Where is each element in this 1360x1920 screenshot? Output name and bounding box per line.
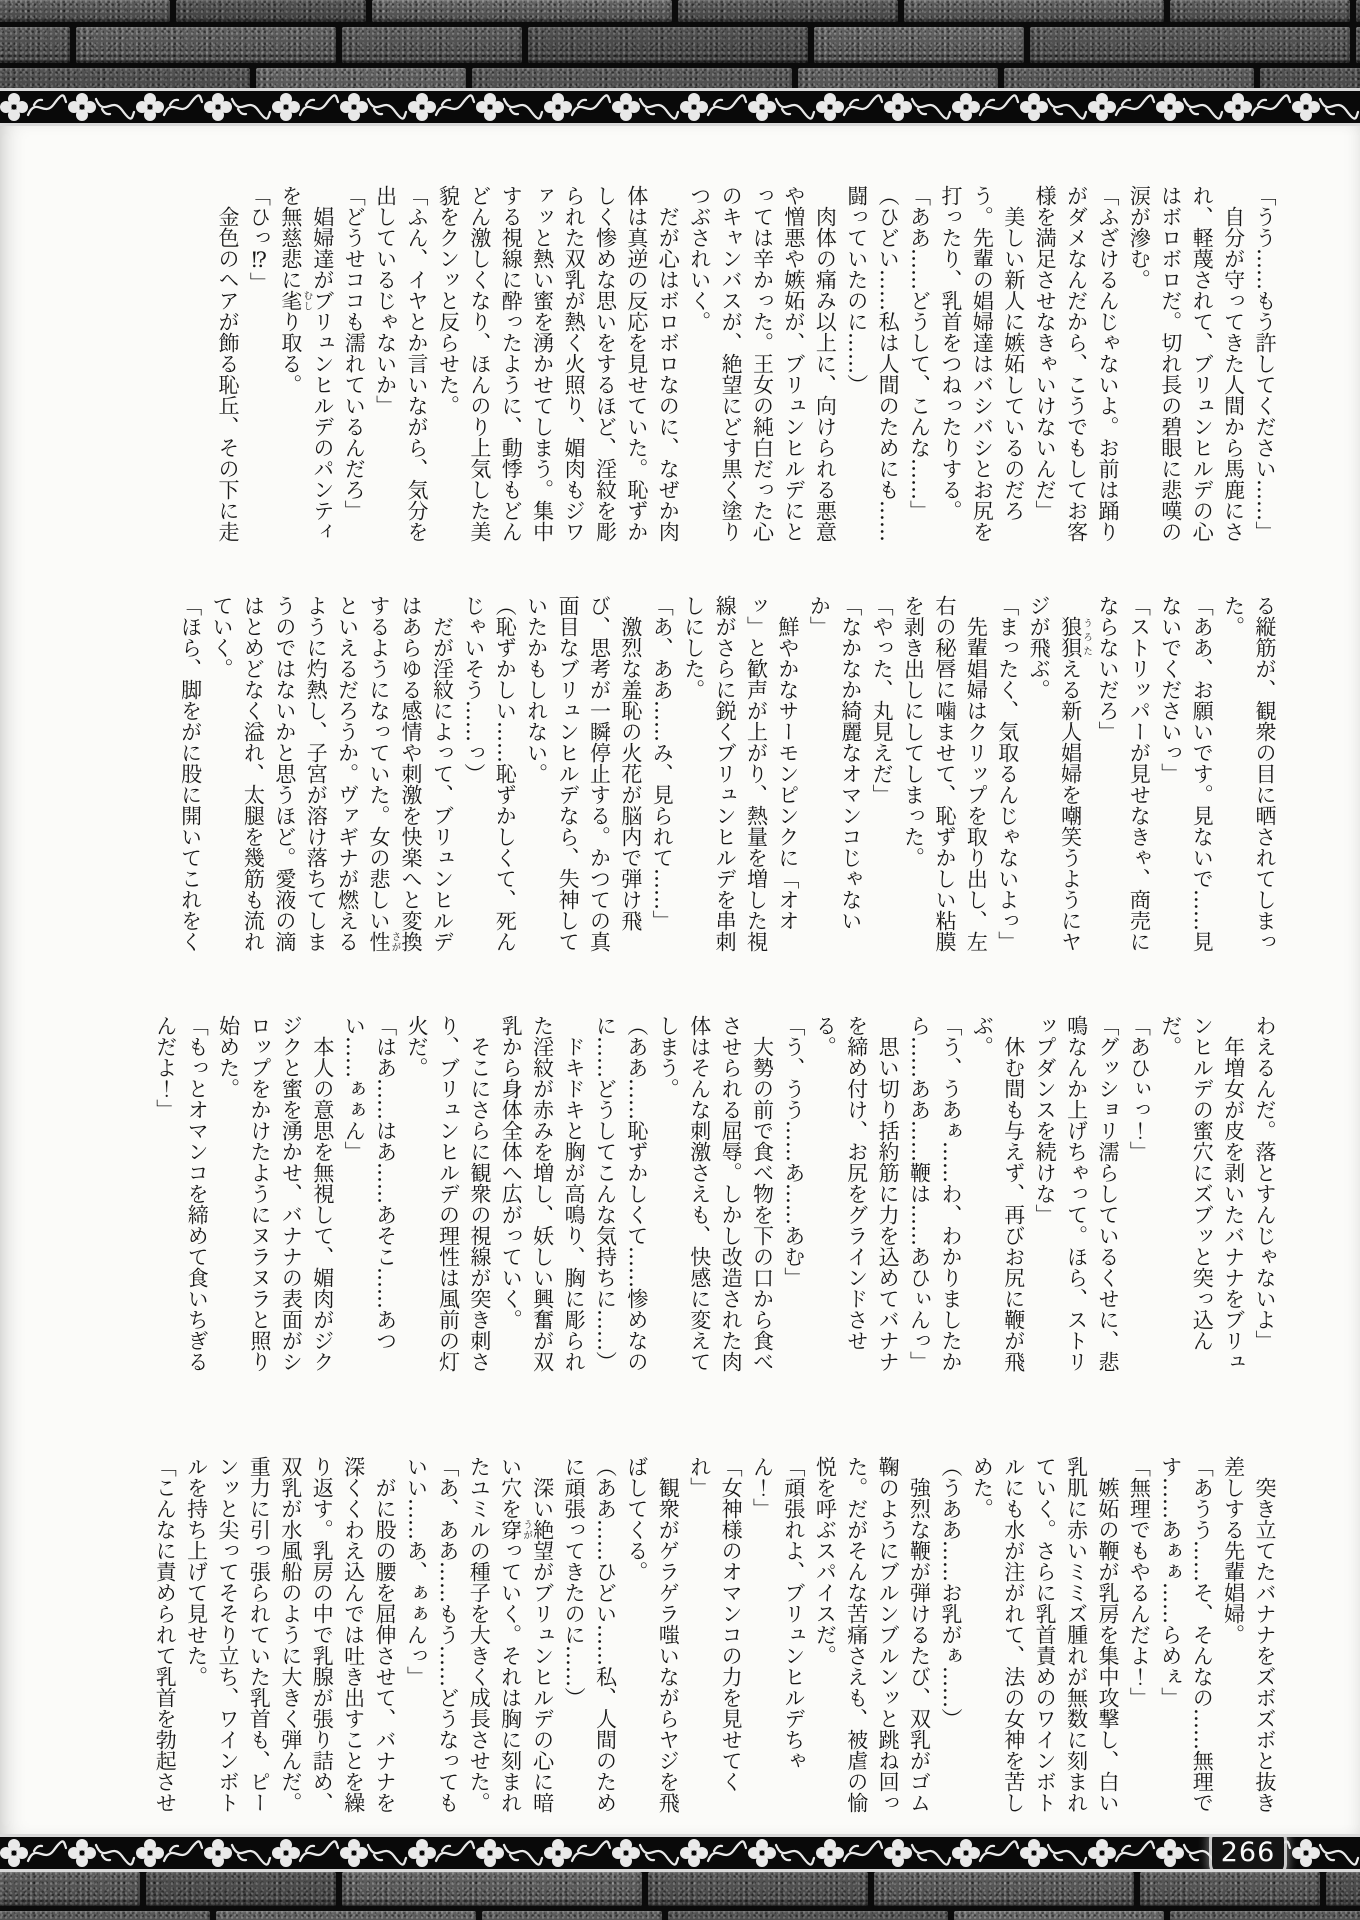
vine-scroll-icon: [1320, 99, 1358, 119]
quatrefoil-flower-icon: [136, 1839, 164, 1867]
ornament-segment: [1020, 92, 1088, 122]
brick: [0, 1911, 210, 1920]
quatrefoil-flower-icon: [884, 1839, 912, 1867]
quatrefoil-flower-icon: [1292, 1839, 1320, 1867]
brick: [1356, 0, 1360, 22]
ornament-segment: [680, 1838, 748, 1868]
brick: [648, 1872, 868, 1906]
brick: [678, 0, 898, 22]
quatrefoil-flower-icon: [544, 1839, 572, 1867]
vine-scroll-icon: [708, 95, 746, 115]
quatrefoil-flower-icon: [1292, 93, 1320, 121]
ornament-segment: [952, 92, 1020, 122]
quatrefoil-flower-icon: [68, 93, 96, 121]
ornament-segment: [1292, 1838, 1360, 1868]
paragraph: 狼狽うろたえる新人娼婦を嘲笑うようにヤジが飛ぶ。: [1027, 595, 1093, 952]
paragraph: そこにさらに観衆の視線が突き刺さり、ブリュンヒルデの理性は風前の灯火だ。: [405, 1015, 492, 1372]
paragraph: （ああ……恥ずかしくて……惨めなのに……どうしてこんな気持ちに……）: [593, 1015, 649, 1372]
page-number-tab: [1212, 1834, 1284, 1872]
brick: [256, 68, 466, 88]
paragraph: 「あ、ああ……もう……どうなってもいい……あ、ぁぁんっ」: [404, 1456, 460, 1813]
vine-scroll-icon: [776, 1845, 814, 1865]
ornament-border-bottom: [0, 1834, 1360, 1872]
brick: [76, 27, 336, 63]
brick: [472, 68, 792, 88]
paragraph: 「うう……もう許してください……」: [1253, 185, 1277, 542]
paragraph: 休む間も与えず、再びお尻に鞭が飛ぶ。: [970, 1015, 1026, 1372]
paragraph: 「もっとオマンコを締めて食いちぎるんだよ！」: [153, 1015, 210, 1372]
ornament-segment: [816, 1838, 884, 1868]
ornament-segment: [816, 92, 884, 122]
ornament-segment: [612, 92, 680, 122]
paragraph: ドキドキと胸が高鳴り、胸に彫られた淫紋が赤みを増し、妖しい興奮が双乳から身体全体へ広がっていく。: [499, 1015, 587, 1372]
paragraph: 「ほら、脚をがに股に開いてこれをく: [178, 595, 203, 952]
vine-scroll-icon: [844, 1841, 882, 1861]
quatrefoil-flower-icon: [272, 1839, 300, 1867]
furigana-ruby: 毟むし: [278, 290, 313, 311]
brick-row: [0, 27, 1360, 63]
ornament-segment: [0, 92, 68, 122]
ornament-segment: [748, 1838, 816, 1868]
paragraph: 「グッショリ濡らしているくせに、悲鳴なんか上げちゃって。ほら、ストリップダンスを続けな」: [1033, 1015, 1120, 1372]
quatrefoil-flower-icon: [1156, 1839, 1184, 1867]
paragraph: 鮮やかなサーモンピンクに「オオッ」と歓声が上がり、熱量を増した視線がさらに鋭くブリュンヒルデを串刺しにした。: [681, 595, 800, 952]
vine-scroll-icon: [1048, 99, 1086, 119]
vine-scroll-icon: [504, 1845, 542, 1865]
brick: [1326, 1872, 1360, 1906]
quatrefoil-flower-icon: [1088, 93, 1116, 121]
brick: [954, 1911, 1164, 1920]
vine-scroll-icon: [96, 99, 134, 119]
ornament-segment: [884, 1838, 952, 1868]
page-number: 266: [1220, 1836, 1276, 1868]
vine-scroll-icon: [368, 1845, 406, 1865]
paragraph: （ひどい……私は人間のためにも……闘っていたのに……）: [844, 185, 901, 542]
quatrefoil-flower-icon: [1156, 93, 1184, 121]
paragraph: 「ストリッパーが見せなきゃ、商売にならないだろ」: [1095, 595, 1152, 952]
brick: [668, 1911, 948, 1920]
paragraph: 年増女が皮を剥いたバナナをブリュンヒルデの蜜穴にズブッと突っ込んだ。: [1158, 1015, 1246, 1372]
paragraph: 激烈な羞恥の火花が脳内で弾け飛び、思考が一瞬停止する。かつての真面目なブリュンヒルデなら、失神していたかもしれない。: [524, 595, 643, 952]
ornament-border-top: [0, 88, 1360, 126]
paragraph: 「ああ……どうして、こんな……」: [907, 185, 932, 521]
quatrefoil-flower-icon: [272, 93, 300, 121]
quatrefoil-flower-icon: [612, 1839, 640, 1867]
vine-scroll-icon: [436, 95, 474, 115]
ornament-segment: [68, 92, 136, 122]
quatrefoil-flower-icon: [680, 93, 708, 121]
paragraph: 「ふざけるんじゃないよ。お前は踊りがダメなんだから、こうでもしてお客様を満足させなきゃいけないんだ」: [1033, 185, 1120, 542]
brick: [1140, 1872, 1320, 1906]
ornament-segment: [272, 1838, 340, 1868]
paragraph: 深い絶望がブリュンヒルデの心に暗い穴を穿うがっていく。それは胸に刻まれたユミルの種子を大きく成長させた。: [467, 1456, 555, 1813]
ornament-segment: [680, 92, 748, 122]
paragraph: 「あ、ああ……み、見られて……」: [650, 595, 675, 931]
vine-scroll-icon: [572, 1841, 610, 1861]
ornament-segment: [136, 1838, 204, 1868]
brick-row: [0, 1911, 1360, 1920]
ornament-segment: [408, 92, 476, 122]
paragraph: 金色のヘアが飾る恥丘、その下に走: [216, 185, 240, 542]
paragraph: 「あひぃっ！」: [1127, 1015, 1152, 1162]
furigana-ruby: 穿うが: [498, 1519, 533, 1540]
brick: [0, 1872, 140, 1906]
brick-row: [0, 68, 1360, 88]
ornament-segment: [1020, 1838, 1088, 1868]
ornament-segment: [884, 92, 952, 122]
vine-scroll-icon: [980, 95, 1018, 115]
paragraph: 娼婦達がブリュンヒルデのパンティを無慈悲に毟むしり取る。: [278, 185, 335, 542]
paragraph: わえるんだ。落とすんじゃないよ」: [1253, 1015, 1277, 1351]
vine-scroll-icon: [1116, 95, 1154, 115]
ornament-segment: [68, 1838, 136, 1868]
brick: [1170, 1911, 1360, 1920]
vine-scroll-icon: [1116, 1841, 1154, 1861]
brick: [342, 1872, 642, 1906]
ornament-segment: [476, 92, 544, 122]
paragraph: 美しい新人に嫉妬しているのだろう。先輩の娼婦達はバシバシとお尻を打ったり、乳首をつねったりする。: [938, 185, 1026, 542]
brick: [1170, 0, 1350, 22]
brick: [1356, 27, 1360, 63]
quatrefoil-flower-icon: [136, 93, 164, 121]
furigana-ruby: 性さが: [367, 931, 401, 952]
ornament-segment: [408, 1838, 476, 1868]
brick: [1260, 68, 1360, 88]
brick-wall-bottom: [0, 1872, 1360, 1920]
vine-scroll-icon: [572, 95, 610, 115]
vine-scroll-icon: [164, 95, 202, 115]
paragraph: 「ふん、イヤとか言いながら、気分を出しているじゃないか」: [373, 185, 430, 542]
vine-scroll-icon: [300, 95, 338, 115]
ornament-segment: [1088, 1838, 1156, 1868]
paragraph: 「ああ、お願いです。見ないで……見ないでくださいっ」: [1158, 595, 1215, 952]
ornament-segment: [1224, 92, 1292, 122]
ornament-segment: [952, 1838, 1020, 1868]
paragraph: 自分が守ってきた人間から馬鹿にされ、軽蔑されて、ブリュンヒルデの心はボロボロだ。切れ長の碧眼に悲嘆の涙が滲む。: [1127, 185, 1246, 542]
text-band-4: [80, 1456, 1280, 1815]
brick-row: [0, 0, 1360, 22]
paragraph: 突き立てたバナナをズボズボと抜き差しする先輩娼婦。: [1221, 1456, 1277, 1813]
page-content: [0, 126, 1360, 1834]
paragraph: 「まったく、気取るんじゃないよっ」: [995, 595, 1020, 952]
brick: [176, 0, 366, 22]
quatrefoil-flower-icon: [476, 1839, 504, 1867]
vine-scroll-icon: [912, 99, 950, 119]
brick: [482, 1911, 662, 1920]
quatrefoil-flower-icon: [816, 1839, 844, 1867]
paragraph: （恥ずかしい……恥ずかしくて、死んじゃいそう……っ）: [461, 595, 518, 952]
vine-scroll-icon: [1048, 1845, 1086, 1865]
brick-row: [0, 1872, 1360, 1906]
brick: [0, 0, 170, 22]
quatrefoil-flower-icon: [544, 93, 572, 121]
brick: [146, 1872, 336, 1906]
ornament-segment: [272, 92, 340, 122]
paragraph: 本人の意思を無視して、媚肉がジクジクと蜜を湧かせ、バナナの表面がシロップをかけたようにヌラヌラと照り始めた。: [216, 1015, 335, 1372]
paragraph: だが淫紋によって、ブリュンヒルデはあらゆる感情や刺激を快楽へと変換するようになっていた。女の悲しい性さがといえるだろうか。ヴァギナが燃えるように灼熱し、子宮が溶け落ちてしまうのではないかと思うほど。愛液の滴はとめどなく溢れ、太腿を幾筋も流れていく。: [210, 595, 455, 952]
paragraph: る縦筋が、観衆の目に晒されてしまった。: [1221, 595, 1277, 952]
vine-scroll-icon: [232, 99, 270, 119]
paragraph: 「う、うあぁ……わ、わかりましたから……ああ……鞭は……あひぃんっ」: [907, 1015, 963, 1372]
brick: [904, 0, 1164, 22]
vine-scroll-icon: [436, 1841, 474, 1861]
vine-scroll-icon: [232, 1845, 270, 1865]
quatrefoil-flower-icon: [204, 1839, 232, 1867]
brick: [798, 68, 998, 88]
vine-scroll-icon: [708, 1841, 746, 1861]
brick-wall-top: [0, 0, 1360, 88]
ornament-segment: [476, 1838, 544, 1868]
brick: [0, 27, 70, 63]
brick: [372, 0, 672, 22]
ornament-segment: [612, 1838, 680, 1868]
ornament-segment: [1292, 92, 1360, 122]
quatrefoil-flower-icon: [748, 1839, 776, 1867]
quatrefoil-flower-icon: [612, 93, 640, 121]
paragraph: 観衆がゲラゲラ嗤いながらヤジを飛ばしてくる。: [624, 1456, 681, 1813]
brick: [528, 27, 808, 63]
vine-scroll-icon: [640, 99, 678, 119]
quatrefoil-flower-icon: [204, 93, 232, 121]
paragraph: 「女神様のオマンコの力を見せてくれ」: [687, 1456, 744, 1792]
brick: [1004, 68, 1254, 88]
ornament-segment: [204, 1838, 272, 1868]
paragraph: 「こんなに責められて乳首を勃起させ: [153, 1456, 178, 1813]
quatrefoil-flower-icon: [816, 93, 844, 121]
furigana-ruby: 狼狽うろた: [1058, 616, 1093, 658]
brick: [342, 27, 522, 63]
quatrefoil-flower-icon: [340, 1839, 368, 1867]
vine-scroll-icon: [28, 1841, 66, 1861]
paragraph: 「無理でもやるんだよ！」: [1127, 1456, 1152, 1708]
ornament-segment: [748, 92, 816, 122]
ornament-segment: [544, 92, 612, 122]
quatrefoil-flower-icon: [68, 1839, 96, 1867]
ornament-segment: [544, 1838, 612, 1868]
paragraph: 「う、うう……あ……あむ」: [781, 1015, 806, 1288]
vine-scroll-icon: [980, 1841, 1018, 1861]
brick: [0, 68, 250, 88]
ornament-segment: [340, 92, 408, 122]
vine-scroll-icon: [1184, 99, 1222, 119]
quatrefoil-flower-icon: [1088, 1839, 1116, 1867]
vine-scroll-icon: [640, 1845, 678, 1865]
vine-scroll-icon: [844, 95, 882, 115]
paragraph: 「はあ……はあ……あそこ……あつい……ぁぁん」: [342, 1015, 398, 1351]
paragraph: 「あうう……そ、そんなの……無理です……あぁぁ……らめぇ」: [1158, 1456, 1215, 1813]
paragraph: 肉体の痛み以上に、向けられる悪意や憎悪や嫉妬が、ブリュンヒルデにとっては辛かった。王女の純白だった心のキャンバスが、絶望にどす黒く塗りつぶされいく。: [687, 185, 838, 542]
brick: [874, 1872, 1134, 1906]
ornament-segment: [204, 92, 272, 122]
quatrefoil-flower-icon: [0, 93, 28, 121]
quatrefoil-flower-icon: [408, 1839, 436, 1867]
paragraph: 先輩娼婦はクリップを取り出し、左右の秘唇に噛ませて、恥ずかしい粘膜を剥き出しにしてしまった。: [901, 595, 989, 952]
vine-scroll-icon: [300, 1841, 338, 1861]
vine-scroll-icon: [912, 1845, 950, 1865]
paragraph: 「やった、丸見えだ」: [870, 595, 895, 805]
paragraph: 「どうせココも濡れているんだろ」: [342, 185, 367, 521]
brick: [1030, 27, 1350, 63]
quatrefoil-flower-icon: [408, 93, 436, 121]
vine-scroll-icon: [1252, 95, 1290, 115]
ornament-segment: [136, 92, 204, 122]
quatrefoil-flower-icon: [680, 1839, 708, 1867]
paragraph: 大勢の前で食べ物を下の口から食べさせられる屈辱。しかし改造された肉体はそんな刺激さえも、快感に変えてしまう。: [656, 1015, 775, 1372]
quatrefoil-flower-icon: [1224, 93, 1252, 121]
quatrefoil-flower-icon: [1020, 93, 1048, 121]
quatrefoil-flower-icon: [884, 93, 912, 121]
vine-scroll-icon: [776, 99, 814, 119]
vine-scroll-icon: [1320, 1845, 1358, 1865]
text-band-3: [80, 1015, 1280, 1374]
quatrefoil-flower-icon: [1020, 1839, 1048, 1867]
vine-scroll-icon: [164, 1841, 202, 1861]
paragraph: 「なかなか綺麗なオマンコじゃないか」: [807, 595, 863, 931]
paragraph: 嫉妬の鞭が乳房を集中攻撃し、白い乳肌に赤いミミズ腫れが無数に刻まれていく。さらに乳首責めのワインボトルにも水が注がれて、法の女神を苦しめた。: [970, 1456, 1120, 1813]
paragraph: （うああ……お乳がぁ……）: [938, 1456, 963, 1729]
quatrefoil-flower-icon: [0, 1839, 28, 1867]
brick: [216, 1911, 476, 1920]
text-band-2: [80, 595, 1280, 954]
paragraph: 思い切り括約筋に力を込めてバナナを締め付け、お尻をグラインドさせる。: [813, 1015, 901, 1372]
text-band-1: [80, 185, 1280, 544]
quatrefoil-flower-icon: [952, 93, 980, 121]
quatrefoil-flower-icon: [476, 93, 504, 121]
quatrefoil-flower-icon: [952, 1839, 980, 1867]
paragraph: だが心はボロボロなのに、なぜか肉体は真逆の反応を見せていた。恥ずかしく惨めな思いをするほど、淫紋を彫られた双乳が熱く火照り、媚肉もジワァッと熱い蜜を湧かせてしまう。集中する視線に酔ったように、動悸もどんどん激しくなり、ほんのり上気した美貌をクンッと反らせた。: [436, 185, 681, 542]
quatrefoil-flower-icon: [748, 93, 776, 121]
ornament-segment: [0, 1838, 68, 1868]
vine-scroll-icon: [96, 1845, 134, 1865]
ornament-segment: [1156, 92, 1224, 122]
paragraph: （ああ……ひどい……私、人間のために頑張ってきたのに……）: [562, 1456, 618, 1813]
vine-scroll-icon: [368, 99, 406, 119]
ornament-segment: [340, 1838, 408, 1868]
paragraph: 「頑張れよ、ブリュンヒルデちゃん！」: [750, 1456, 806, 1771]
paragraph: がに股の腰を屈伸させて、バナナを深くくわえ込んでは吐き出すことを繰り返す。乳房の中で乳腺が張り詰め、双乳が水風船のように大きく弾んだ。重力に引っ張られていた乳首も、ピーンッと尖ってそそり立ち、ワインボトルを持ち上げて見せた。: [184, 1456, 398, 1813]
vine-scroll-icon: [504, 99, 542, 119]
paragraph: 「ひっ⁉」: [247, 185, 272, 293]
brick: [814, 27, 1024, 63]
paragraph: 強烈な鞭が弾けるたび、双乳がゴム鞠のようにブルンブルンッと跳ね回った。だがそんな苦痛さえも、被虐の愉悦を呼ぶスパイスだ。: [813, 1456, 932, 1813]
vine-scroll-icon: [28, 95, 66, 115]
quatrefoil-flower-icon: [340, 93, 368, 121]
ornament-segment: [1088, 92, 1156, 122]
